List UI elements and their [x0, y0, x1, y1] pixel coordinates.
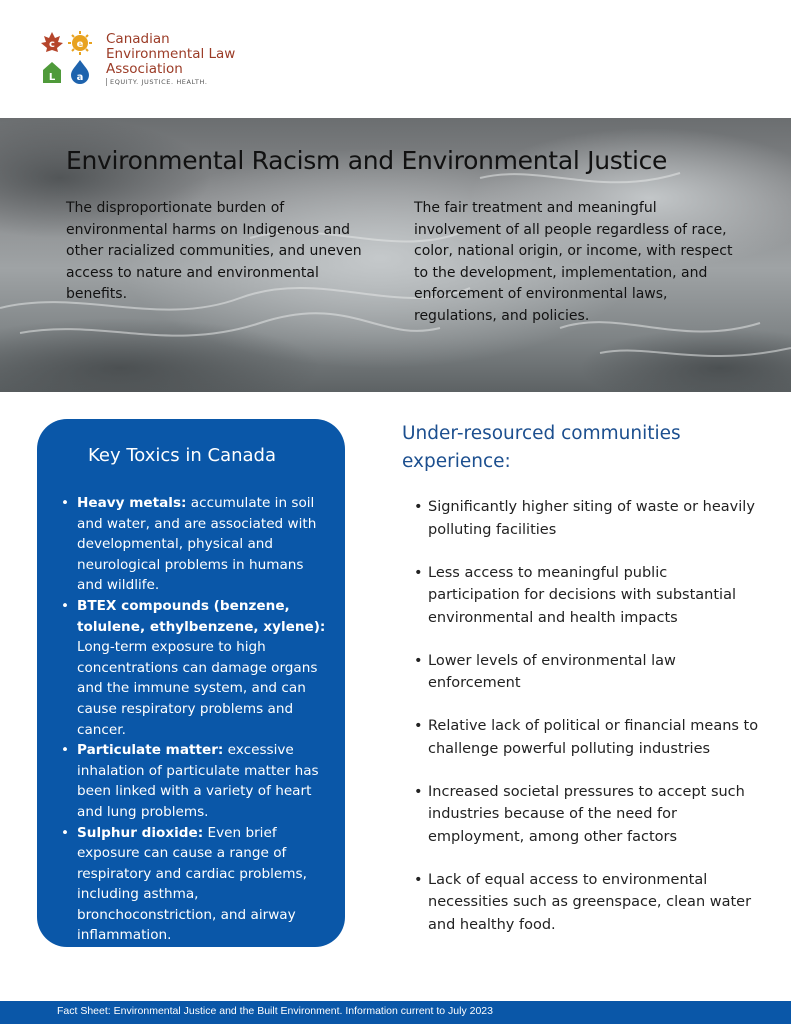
svg-text:L: L [48, 72, 56, 83]
list-item: • Less access to meaningful public participation for decisions with substantial environmental and health impacts [402, 562, 762, 630]
logo-tagline: EQUITY. JUSTICE. HEALTH. [106, 78, 208, 86]
list-item: • Significantly higher siting of waste or heavily polluting facilities [402, 496, 762, 541]
under-resourced-heading: Under-resourced communities experience: [402, 423, 681, 472]
toxic-description: accumulate in soil and water, and are associated with developmental, physical and neurological problems in humans and wildlife. [77, 495, 317, 594]
page-title: Environmental Racism and Environmental Justice [66, 146, 668, 175]
toxic-description: excessive inhalation of particulate matter has been linked with a variety of heart and lung problems. [77, 742, 319, 820]
logo-name-line-1: Canadian [106, 31, 170, 47]
list-item: • Lack of equal access to environmental necessities such as greenspace, clean water and healthy food. [402, 869, 762, 937]
under-resourced-list [402, 496, 762, 936]
environmental-justice-definition: The fair treatment and meaningful involvement of all people regardless of race, color, national origin, or income, with respect to the development, implementation, and enforcement of environmental laws, regulations, and policies. [414, 200, 733, 324]
toxic-description: Even brief exposure can cause a range of respiratory and cardiac problems, including asthma, bronchoconstriction, and airway inflammation. [77, 824, 307, 944]
toxic-term: BTEX compounds (benzene, tolulene, ethylbenzene, xylene): [77, 597, 326, 635]
cela-logo [40, 30, 260, 90]
key-toxics-panel [37, 419, 345, 947]
list-item [61, 740, 333, 822]
list-item: • Relative lack of political or financial means to challenge powerful polluting industries [402, 715, 762, 760]
cela-logo-mark [40, 30, 96, 86]
footer-bar [0, 1001, 791, 1024]
svg-text:c: c [49, 39, 55, 50]
svg-text:e: e [76, 39, 84, 50]
environmental-racism-definition: The disproportionate burden of environmental harms on Indigenous and other racialized communities, and uneven access to nature and environmental benefits. [66, 200, 362, 302]
under-resourced-section [402, 420, 762, 957]
toxic-term: Particulate matter: [77, 742, 224, 759]
logo-name-line-2: Environmental Law [106, 46, 236, 62]
key-toxics-list [61, 493, 333, 946]
toxic-description: Long-term exposure to high concentrations can damage organs and the immune system, and can cause respiratory problems and cancer. [77, 639, 318, 738]
toxic-term: Sulphur dioxide: [77, 824, 204, 841]
toxic-term: Heavy metals: [77, 495, 187, 511]
list-item [61, 823, 333, 947]
logo-name-line-3: Association [106, 61, 183, 77]
svg-text:a: a [76, 72, 84, 83]
footer-text: Fact Sheet: Environmental Justice and the Built Environment. Information current to July 2023 [57, 1005, 493, 1017]
logo-organization-name [106, 32, 235, 77]
list-item [61, 596, 333, 740]
key-toxics-heading: Key Toxics in Canada [87, 445, 277, 466]
list-item [61, 493, 333, 596]
list-item: • Increased societal pressures to accept such industries because of the need for employment, among other factors [402, 781, 762, 849]
hero-banner [0, 118, 791, 392]
list-item: • Lower levels of environmental law enforcement [402, 650, 762, 695]
